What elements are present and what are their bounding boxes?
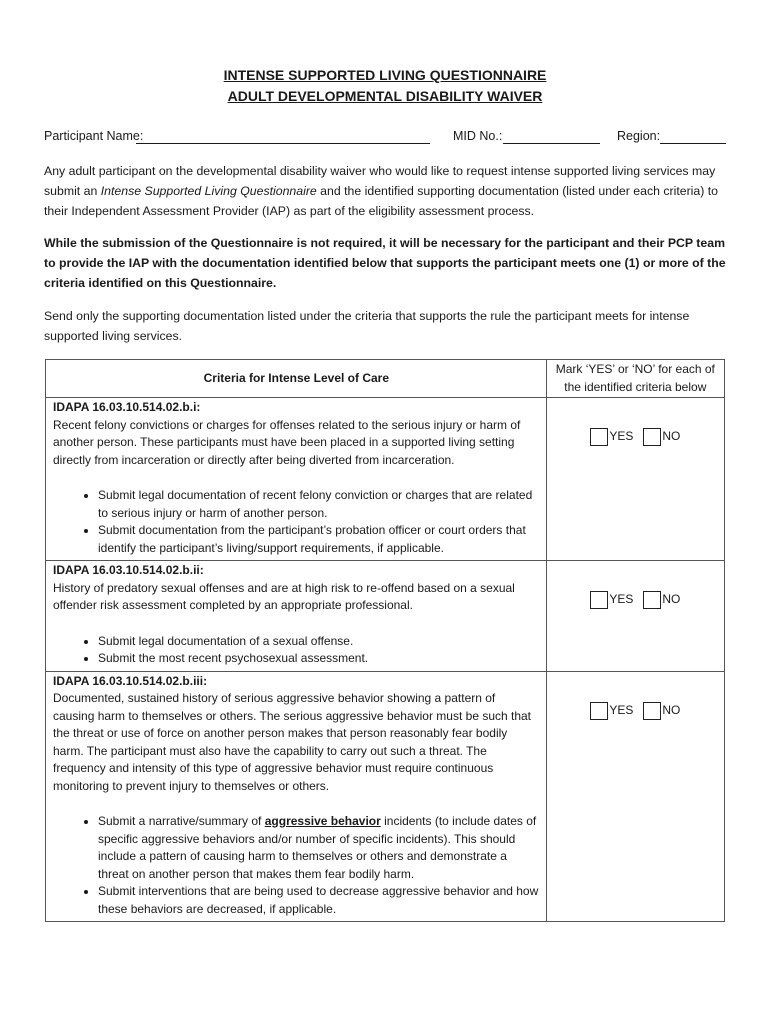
documentation-item: • Submit legal documentation of recent felony conviction or charges that are related to serious injury or harm of another person.	[98, 487, 540, 522]
documentation-item	[98, 813, 540, 883]
criteria-description: Recent felony convictions or charges for offenses related to the serious injury or harm of another person. These participants must have been placed in a supported living setting directly from incarceration or directly after being diverted from incarceration.	[53, 417, 521, 467]
mark-cell	[546, 398, 724, 561]
submission-instructions: Send only the supporting documentation listed under the criteria that supports the rule the participant meets for intense supported living services.	[44, 309, 690, 344]
region-label: Region:	[617, 129, 661, 143]
yes-label: YES	[609, 702, 634, 717]
idapa-code: IDAPA 16.03.10.514.02.b.ii:	[53, 563, 204, 577]
table-row	[46, 398, 725, 561]
participant-fields	[44, 129, 726, 147]
idapa-code: IDAPA 16.03.10.514.02.b.i:	[53, 400, 201, 414]
documentation-list	[53, 487, 540, 557]
criteria-cell	[46, 398, 547, 561]
yes-no-choice	[547, 702, 724, 720]
documentation-item: • Submit interventions that are being used to decrease aggressive behavior and how these behaviors are decreased, if applicable.	[98, 883, 540, 918]
documentation-list	[53, 633, 540, 668]
item-text-end: incidents (to include dates of specific aggressive behaviors and/or number of specific incidents). This should include a pattern of causing harm to themselves or others and demonstrate a threat on another person that makes them fear bodily harm.	[98, 814, 537, 881]
yes-label: YES	[609, 429, 634, 444]
mark-cell	[546, 671, 724, 922]
participant-name-field[interactable]	[136, 143, 430, 144]
requirement-notice: While the submission of the Questionnaire is not required, it will be necessary for the participant and their PCP team to provide the IAP with the documentation identified below that supports the participant meets one (1) or more of the criteria identified on this Questionnaire.	[44, 236, 726, 291]
intro-paragraph	[44, 161, 728, 222]
form-title: INTENSE SUPPORTED LIVING QUESTIONNAIRE	[223, 67, 547, 83]
documentation-item: • Submit the most recent psychosexual assessment.	[98, 650, 540, 668]
documentation-item: • Submit legal documentation of a sexual offense.	[98, 633, 540, 651]
mid-number-label: MID No.:	[453, 129, 503, 143]
participant-name-label: Participant Name:	[44, 129, 144, 143]
table-header-row	[46, 360, 725, 398]
no-checkbox[interactable]	[643, 702, 661, 720]
table-row	[46, 671, 725, 922]
no-checkbox[interactable]	[643, 428, 661, 446]
no-checkbox[interactable]	[643, 591, 661, 609]
mark-column-header: Mark ‘YES’ or ‘NO’ for each of the identified criteria below	[546, 360, 724, 398]
idapa-code: IDAPA 16.03.10.514.02.b.iii:	[53, 673, 208, 688]
mid-number-field[interactable]	[503, 143, 600, 144]
no-label: NO	[662, 702, 681, 717]
criteria-description: History of predatory sexual offenses and are at high risk to re-offend based on a sexual offender risk assessment completed by an appropriate professional.	[53, 580, 515, 612]
documentation-item: • Submit documentation from the participant’s probation officer or court orders that identify the participant’s living/support requirements, if applicable.	[98, 522, 540, 557]
mark-cell	[546, 561, 724, 672]
form-subtitle: ADULT DEVELOPMENTAL DISABILITY WAIVER	[227, 88, 543, 104]
intro-text-start: Any adult participant on the developmental disability waiver who would like to request intense supported living services may submit an	[44, 164, 716, 199]
criteria-description: Documented, sustained history of serious aggressive behavior showing a pattern of causing harm to themselves or others. The serious aggressive behavior must be such that the threat or use of force on another person makes that person reasonably fear bodily harm. The participant must also have the capability to carry out such a threat. The frequency and intensity of this type of aggressive behavior must require continuous monitoring to prevent injury to themselves or others.	[53, 691, 532, 793]
item-text-start: Submit a narrative/summary of	[98, 814, 265, 828]
table-row	[46, 561, 725, 672]
yes-no-choice	[547, 591, 724, 609]
yes-checkbox[interactable]	[590, 428, 608, 446]
intro-text-end: and the identified supporting documentation (listed under each criteria) to their Independent Assessment Provider (IAP) as part of the eligibility assessment process.	[44, 184, 719, 219]
questionnaire-name: Intense Supported Living Questionnaire	[100, 184, 317, 199]
criteria-table	[45, 359, 725, 922]
yes-label: YES	[609, 592, 634, 607]
criteria-column-header: Criteria for Intense Level of Care	[46, 360, 547, 398]
documentation-list	[53, 813, 540, 918]
no-label: NO	[662, 429, 681, 444]
yes-no-choice	[547, 428, 724, 446]
no-label: NO	[662, 592, 681, 607]
region-field[interactable]	[660, 143, 726, 144]
aggressive-behavior-emphasis: aggressive behavior	[264, 814, 381, 828]
yes-checkbox[interactable]	[590, 702, 608, 720]
yes-checkbox[interactable]	[590, 591, 608, 609]
criteria-cell	[46, 671, 547, 922]
criteria-cell	[46, 561, 547, 672]
